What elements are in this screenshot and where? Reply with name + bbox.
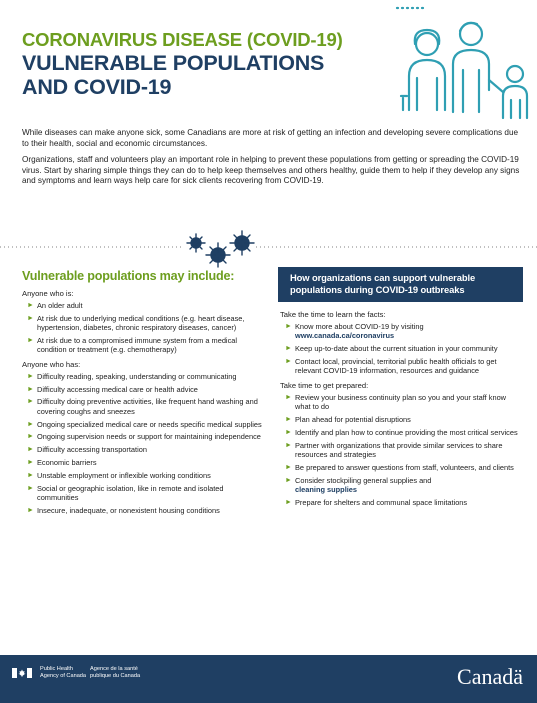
list-item: ► Unstable employment or inflexible working conditions (27, 470, 211, 480)
bullet-icon: ► (285, 463, 292, 471)
bullet-icon: ► (285, 323, 292, 330)
list-item: ► Insecure, inadequate, or nonexistent housing conditions (27, 505, 220, 515)
dotted-divider (0, 240, 537, 254)
document-header (22, 30, 352, 98)
canada-wordmark: Canadä (457, 664, 523, 689)
list-item: ► Social or geographic isolation, like in remote and isolated communities (27, 483, 224, 502)
list-item: ► Consider stockpiling general supplies and cleaning supplies (285, 475, 432, 495)
bullet-icon: ► (285, 498, 292, 506)
header-subtitle: CORONAVIRUS DISEASE (COVID-19) (22, 29, 343, 50)
group-label-anyone-who-has: Anyone who has: (22, 359, 81, 369)
intro-paragraph-1: While diseases can make anyone sick, some Canadians are more at risk of getting an infection and developing severe complications due to their health, social and economic circumstances. (22, 128, 519, 148)
canada-flag-icon (12, 668, 32, 678)
list-learn-facts (280, 322, 521, 376)
organization-support-body (278, 302, 523, 507)
list-item: ► Difficulty accessing medical care or health advice (27, 384, 198, 394)
group-label-get-prepared: Take time to get prepared: (280, 380, 369, 390)
bullet-icon: ► (27, 337, 34, 344)
cleaning-supplies-link[interactable]: cleaning supplies (295, 485, 358, 495)
list-item: ► Keep up-to-date about the current situation in your community (285, 344, 498, 354)
list-item: ► Contact local, provincial, territorial public health officials to get relevant COVID-19 information, resources and guidance (285, 357, 497, 376)
bullet-icon: ► (27, 459, 34, 466)
organization-support-heading: How organizations can support vulnerable populations during COVID-19 outbreaks (278, 267, 523, 302)
bullet-icon: ► (285, 476, 292, 484)
bullet-icon: ► (27, 484, 34, 492)
bullet-icon: ► (285, 428, 292, 436)
bullet-icon: ► (27, 398, 34, 406)
bullet-icon: ► (285, 345, 292, 353)
bullet-icon: ► (27, 506, 34, 514)
list-item: ► Review your business continuity plan so you and your staff know what to do (285, 392, 507, 412)
bullet-icon: ► (27, 433, 34, 441)
bullet-icon: ► (27, 471, 34, 479)
list-item: ► Be prepared to answer questions from staff, volunteers, and clients (285, 462, 514, 472)
list-item: ► Plan ahead for potential disruptions (285, 415, 411, 425)
agency-name-english: Public Health Agency of Canada (40, 666, 87, 679)
bullet-icon: ► (27, 302, 34, 309)
bullet-icon: ► (27, 420, 34, 428)
list-item: ► Difficulty reading, speaking, understanding or communicating (27, 371, 237, 381)
list-item: ► Know more about COVID-19 by visiting www.canada.ca/coronavirus (285, 322, 424, 341)
list-item: ► Economic barriers (27, 458, 97, 467)
list-item: ► Difficulty accessing transportation (27, 445, 147, 455)
bullet-icon: ► (285, 441, 292, 449)
vulnerable-populations-section (22, 269, 267, 520)
list-get-prepared (280, 393, 521, 507)
list-item: ► At risk due to a compromised immune system from a medical condition or treatment (e.g. chemotherapy) (27, 336, 238, 355)
bullet-icon: ► (285, 416, 292, 424)
virus-icon (184, 229, 256, 269)
list-item: ► Identify and plan how to continue providing the most critical services (285, 427, 518, 437)
bullet-icon: ► (285, 393, 292, 401)
group-label-anyone-who-is: Anyone who is: (22, 289, 74, 298)
canada-coronavirus-link[interactable]: www.canada.ca/coronavirus (295, 331, 395, 341)
family-illustration-icon (393, 0, 537, 125)
agency-name-french: Agence de la santé publique du Canada (90, 666, 141, 679)
bullet-icon: ► (27, 314, 34, 322)
intro-text (22, 128, 522, 193)
bullet-icon: ► (27, 446, 34, 454)
list-item: ► An older adult (27, 301, 83, 310)
list-item: ► Ongoing supervision needs or support for maintaining independence (27, 432, 261, 442)
list-item: ► Prepare for shelters and communal space limitations (285, 497, 468, 507)
list-item: ► At risk due to underlying medical conditions (e.g. heart disease, hypertension, diabetes, chronic respiratory diseases, cancer) (27, 313, 245, 333)
list-anyone-who-is (22, 301, 267, 355)
list-anyone-who-has (22, 372, 267, 515)
bullet-icon: ► (27, 385, 34, 393)
bullet-icon: ► (285, 358, 292, 365)
footer-bar (0, 655, 537, 703)
list-item: ► Partner with organizations that provide similar services to share resources and strategies (285, 440, 503, 460)
list-item: ► Ongoing specialized medical care or needs specific medical supplies (27, 419, 262, 429)
group-label-learn-facts: Take the time to learn the facts: (280, 310, 386, 319)
header-title-line1: VULNERABLE POPULATIONS (22, 51, 325, 75)
list-item: ► Difficulty doing preventive activities, like frequent hand washing and covering coughs and sneezes (27, 397, 258, 416)
vulnerable-populations-heading: Vulnerable populations may include: (22, 269, 235, 283)
bullet-icon: ► (27, 372, 34, 380)
intro-paragraph-2: Organizations, staff and volunteers play an important role in helping to prevent these populations from getting or spreading the COVID-19 virus. Start by sharing simple things they can do to help keep themselves and others healthy, guide them to help if they develop any signs and symptoms and learn ways help care for sick clients recovering from COVID-19. (22, 155, 520, 186)
organization-support-section (278, 267, 523, 512)
header-title-line2: AND COVID-19 (22, 75, 172, 99)
